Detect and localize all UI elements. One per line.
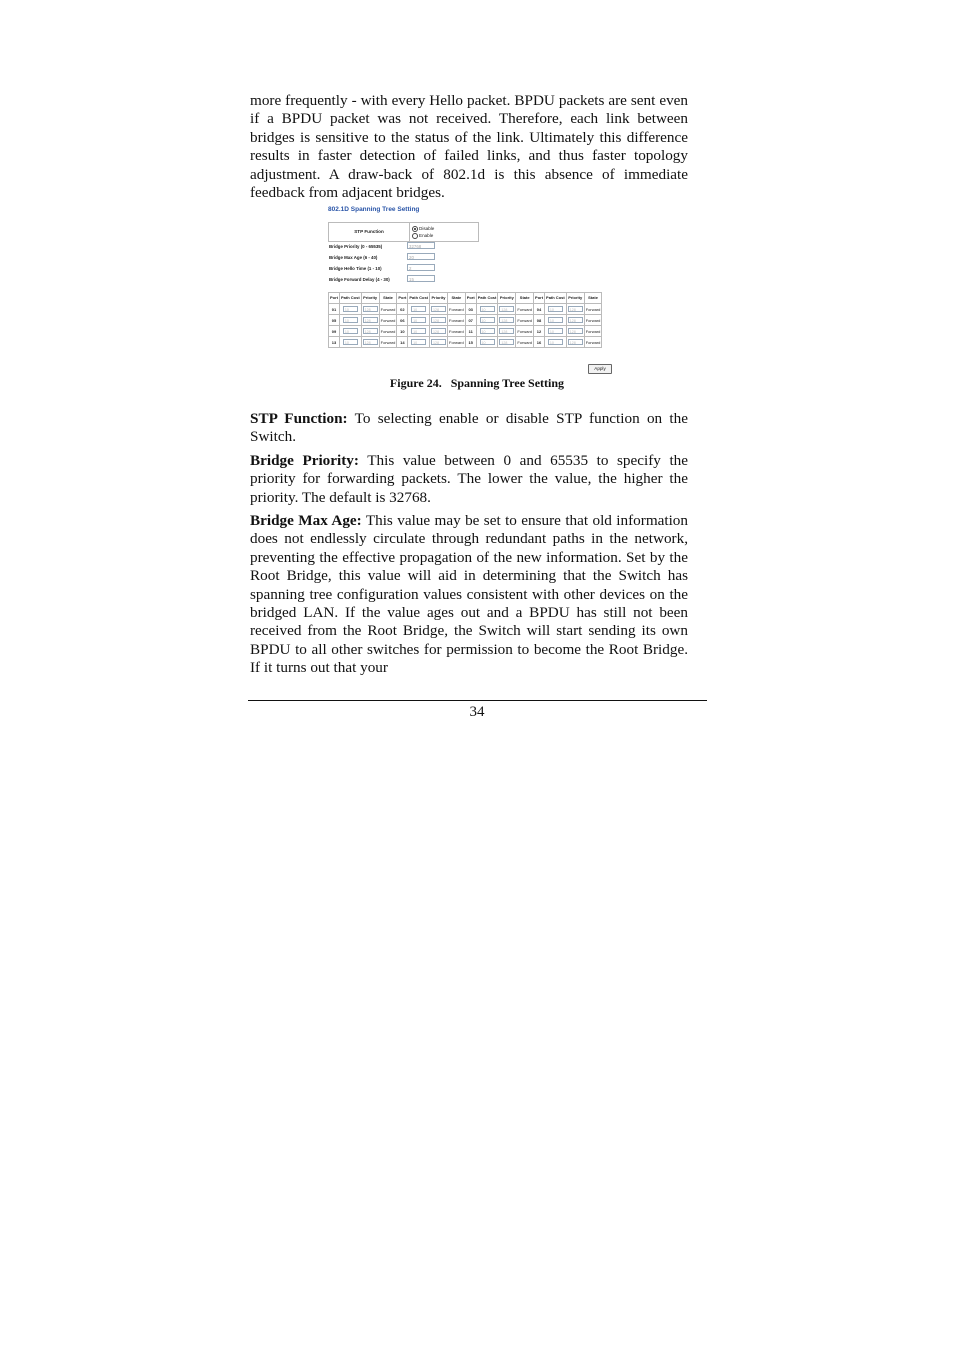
port-number: 03	[465, 304, 476, 315]
figure-caption: Figure 24. Spanning Tree Setting	[389, 376, 565, 390]
header-state: State	[516, 293, 534, 304]
path-cost-input[interactable]: 10	[480, 317, 495, 323]
state-cell: Forward	[584, 315, 602, 326]
priority-cell	[430, 315, 448, 326]
state-cell: Forward	[448, 304, 466, 315]
state-cell: Forward	[379, 315, 397, 326]
path-cost-cell	[340, 315, 362, 326]
stp-function-label: STP Function	[329, 223, 410, 241]
bridge-priority-label: Bridge Priority (0 - 65535)	[329, 244, 383, 249]
priority-input[interactable]: 128	[363, 339, 378, 345]
table-row	[329, 337, 602, 348]
bridge-max-age-text: This value may be set to ensure that old information does not endlessly circulate through redundant paths in the network, preventing the effective propagation of the new information. Set by the Root Bridge, this value will aid in determining that the Switch has spanning tree configuration values consistent with other devices on the bridged LAN. If the value ages out and a BPDU has still not been received from the Root Bridge, the Switch will start sending its own BPDU to all other switches for permission to become the Root Bridge. If it turns out that your	[250, 512, 688, 677]
table-row	[329, 315, 602, 326]
path-cost-cell	[408, 337, 430, 348]
radio-enable-icon[interactable]	[412, 233, 418, 239]
bridge-forward-delay-input[interactable]: 15	[407, 275, 435, 282]
priority-cell	[498, 326, 516, 337]
intro-paragraph: more frequently - with every Hello packet. BPDU packets are sent even if a BPDU packet was not received. Therefore, each link between bridges is sensitive to the status of the link. Ultimately this difference results in faster detection of failed links, and thus faster topology adjustment. A draw-back of 802.1d is this absence of immediate feedback from adjacent bridges.	[250, 92, 688, 202]
state-cell: Forward	[516, 326, 534, 337]
priority-cell	[430, 337, 448, 348]
bridge-max-age-paragraph	[250, 512, 688, 678]
priority-input[interactable]: 128	[568, 328, 583, 334]
port-number: 02	[397, 304, 408, 315]
state-cell: Forward	[584, 326, 602, 337]
path-cost-cell	[408, 304, 430, 315]
port-number: 07	[465, 315, 476, 326]
header-priority: Priority	[498, 293, 516, 304]
state-cell: Forward	[516, 315, 534, 326]
header-port: Port	[397, 293, 408, 304]
path-cost-cell	[340, 326, 362, 337]
priority-input[interactable]: 128	[499, 339, 514, 345]
path-cost-input[interactable]: 10	[411, 339, 426, 345]
path-cost-cell	[340, 337, 362, 348]
port-table-body	[329, 304, 602, 348]
path-cost-cell	[545, 337, 567, 348]
port-number: 16	[534, 337, 545, 348]
path-cost-input[interactable]: 10	[411, 328, 426, 334]
bridge-hello-time-label: Bridge Hello Time (1 - 10)	[329, 266, 382, 271]
path-cost-cell	[476, 315, 498, 326]
path-cost-cell	[545, 304, 567, 315]
header-path-cost: Path Cost	[408, 293, 430, 304]
state-cell: Forward	[448, 315, 466, 326]
header-path-cost: Path Cost	[545, 293, 567, 304]
bridge-forward-delay-label: Bridge Forward Delay (4 - 30)	[329, 277, 390, 282]
path-cost-input[interactable]: 10	[480, 328, 495, 334]
port-number: 10	[397, 326, 408, 337]
radio-enable-row[interactable]	[412, 232, 434, 239]
apply-button[interactable]: Apply	[588, 364, 612, 374]
table-row	[329, 304, 602, 315]
radio-disable-icon[interactable]	[412, 226, 418, 232]
state-cell: Forward	[516, 337, 534, 348]
port-number: 08	[534, 315, 545, 326]
priority-cell	[361, 315, 379, 326]
stp-function-paragraph	[250, 410, 688, 447]
path-cost-input[interactable]: 10	[343, 339, 358, 345]
bridge-priority-input[interactable]: 32768	[407, 242, 435, 249]
path-cost-cell	[545, 326, 567, 337]
header-state: State	[379, 293, 397, 304]
radio-disable-row[interactable]	[412, 225, 434, 232]
priority-input[interactable]: 128	[363, 306, 378, 312]
port-number: 13	[329, 337, 340, 348]
header-path-cost: Path Cost	[476, 293, 498, 304]
header-port: Port	[534, 293, 545, 304]
header-state: State	[584, 293, 602, 304]
state-cell: Forward	[584, 304, 602, 315]
priority-cell	[361, 304, 379, 315]
path-cost-input[interactable]: 10	[480, 306, 495, 312]
priority-input[interactable]: 128	[568, 317, 583, 323]
port-settings-table	[328, 292, 602, 348]
stp-function-term: STP Function:	[250, 410, 348, 427]
radio-enable-label: Enable	[419, 233, 434, 238]
state-cell: Forward	[379, 337, 397, 348]
table-header-row	[329, 293, 602, 304]
state-cell: Forward	[448, 337, 466, 348]
priority-cell	[566, 304, 584, 315]
header-priority: Priority	[361, 293, 379, 304]
port-number: 15	[465, 337, 476, 348]
header-port: Port	[329, 293, 340, 304]
port-number: 01	[329, 304, 340, 315]
priority-input[interactable]: 128	[499, 328, 514, 334]
path-cost-input[interactable]: 10	[548, 306, 563, 312]
header-path-cost: Path Cost	[340, 293, 362, 304]
path-cost-cell	[408, 326, 430, 337]
priority-cell	[430, 326, 448, 337]
port-number: 11	[465, 326, 476, 337]
priority-input[interactable]: 128	[363, 317, 378, 323]
bridge-max-age-input[interactable]: 20	[407, 253, 435, 260]
port-number: 05	[329, 315, 340, 326]
path-cost-cell	[545, 315, 567, 326]
path-cost-cell	[476, 337, 498, 348]
priority-input[interactable]: 128	[431, 317, 446, 323]
radio-disable-label: Disable	[419, 226, 435, 231]
port-number: 06	[397, 315, 408, 326]
path-cost-input[interactable]: 10	[343, 328, 358, 334]
path-cost-cell	[476, 304, 498, 315]
priority-input[interactable]: 128	[431, 339, 446, 345]
priority-cell	[430, 304, 448, 315]
path-cost-input[interactable]: 10	[343, 306, 358, 312]
priority-input[interactable]: 128	[431, 306, 446, 312]
state-cell: Forward	[448, 326, 466, 337]
page-number: 34	[469, 704, 485, 720]
ui-title: 802.1D Spanning Tree Setting	[328, 206, 420, 213]
path-cost-input[interactable]: 10	[411, 306, 426, 312]
spanning-tree-screenshot	[327, 205, 627, 375]
stp-function-box	[328, 222, 479, 242]
header-state: State	[448, 293, 466, 304]
header-priority: Priority	[566, 293, 584, 304]
header-port: Port	[465, 293, 476, 304]
priority-input[interactable]: 128	[431, 328, 446, 334]
bridge-priority-term: Bridge Priority:	[250, 452, 359, 469]
priority-cell	[361, 326, 379, 337]
bridge-priority-text: This value between 0 and 65535 to specify the priority for forwarding packets. The lower the value, the higher the priority. The default is 32768.	[250, 452, 689, 506]
bridge-priority-paragraph	[250, 452, 688, 507]
priority-input[interactable]: 128	[499, 306, 514, 312]
priority-input[interactable]: 128	[363, 328, 378, 334]
priority-input[interactable]: 128	[568, 306, 583, 312]
path-cost-input[interactable]: 10	[548, 317, 563, 323]
table-row	[329, 326, 602, 337]
path-cost-cell	[340, 304, 362, 315]
port-number: 12	[534, 326, 545, 337]
path-cost-cell	[408, 315, 430, 326]
priority-cell	[361, 337, 379, 348]
path-cost-input[interactable]: 10	[548, 339, 563, 345]
bridge-hello-time-input[interactable]: 2	[407, 264, 435, 271]
priority-cell	[566, 337, 584, 348]
priority-cell	[566, 315, 584, 326]
path-cost-cell	[476, 326, 498, 337]
stp-function-text: To selecting enable or disable STP function on the Switch.	[250, 410, 688, 446]
port-number: 04	[534, 304, 545, 315]
priority-input[interactable]: 128	[568, 339, 583, 345]
priority-cell	[566, 326, 584, 337]
path-cost-input[interactable]: 10	[548, 328, 563, 334]
state-cell: Forward	[379, 326, 397, 337]
path-cost-input[interactable]: 10	[343, 317, 358, 323]
header-priority: Priority	[430, 293, 448, 304]
port-number: 14	[397, 337, 408, 348]
state-cell: Forward	[584, 337, 602, 348]
stp-radio-group	[412, 225, 434, 239]
path-cost-input[interactable]: 10	[480, 339, 495, 345]
state-cell: Forward	[379, 304, 397, 315]
path-cost-input[interactable]: 10	[411, 317, 426, 323]
priority-cell	[498, 304, 516, 315]
bridge-max-age-label: Bridge Max Age (6 - 40)	[329, 255, 378, 260]
priority-input[interactable]: 128	[499, 317, 514, 323]
priority-cell	[498, 315, 516, 326]
port-number: 09	[329, 326, 340, 337]
footer-rule	[248, 700, 707, 701]
state-cell: Forward	[516, 304, 534, 315]
bridge-max-age-term: Bridge Max Age:	[250, 512, 362, 529]
priority-cell	[498, 337, 516, 348]
